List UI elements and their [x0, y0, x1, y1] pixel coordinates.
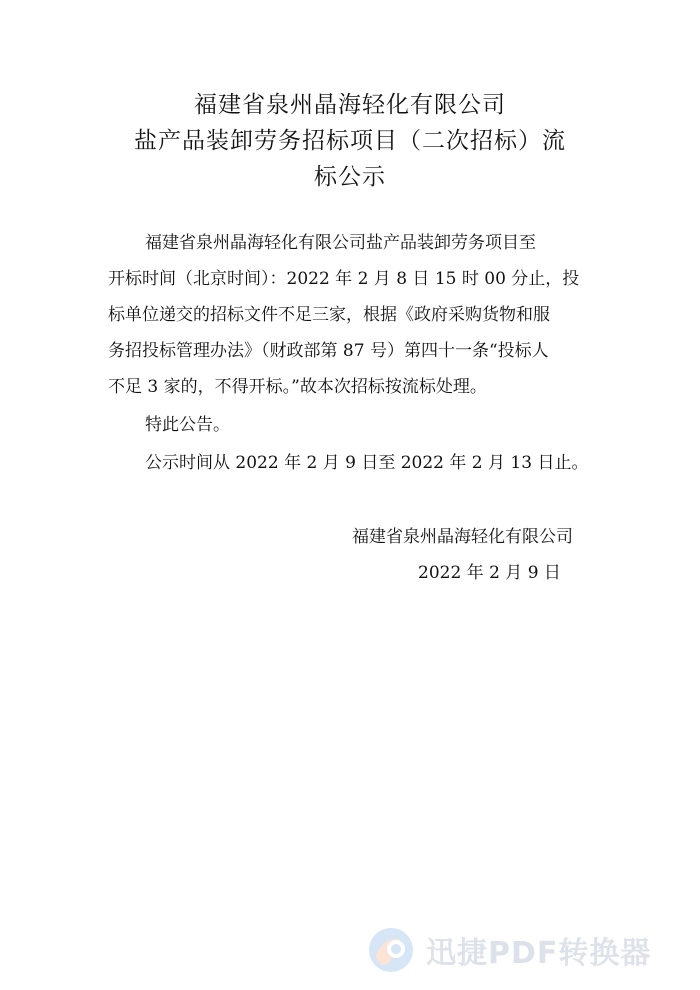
pdf-converter-logo-icon — [366, 925, 416, 975]
body-line-4: 务招投标管理办法》（财政部第 87 号）第四十一条“投标人 — [108, 341, 549, 361]
title-line-3: 标公示 — [314, 164, 386, 190]
announcement-period: 公示时间从 2022 年 2 月 9 日至 2022 年 2 月 13 日止。 — [145, 453, 589, 473]
signature-company: 福建省泉州晶海轻化有限公司 — [352, 527, 573, 547]
body-line-1: 福建省泉州晶海轻化有限公司盐产品装卸劳务项目至 — [145, 233, 536, 253]
body-line-2: 开标时间（北京时间）：2022 年 2 月 8 日 15 时 00 分止，投 — [108, 269, 580, 289]
body-line-3: 标单位递交的招标文件不足三家，根据《政府采购货物和服 — [108, 305, 550, 325]
watermark-text: 迅捷PDF转换器 — [426, 936, 652, 971]
title-line-1: 福建省泉州晶海轻化有限公司 — [194, 92, 506, 118]
watermark — [366, 922, 651, 978]
signature-date: 2022 年 2 月 9 日 — [418, 563, 561, 583]
body-line-5: 不足 3 家的，不得开标。”故本次招标按流标处理。 — [108, 377, 487, 397]
title-line-2: 盐产品装卸劳务招标项目（二次招标）流 — [134, 128, 566, 154]
notice-text: 特此公告。 — [145, 415, 230, 435]
